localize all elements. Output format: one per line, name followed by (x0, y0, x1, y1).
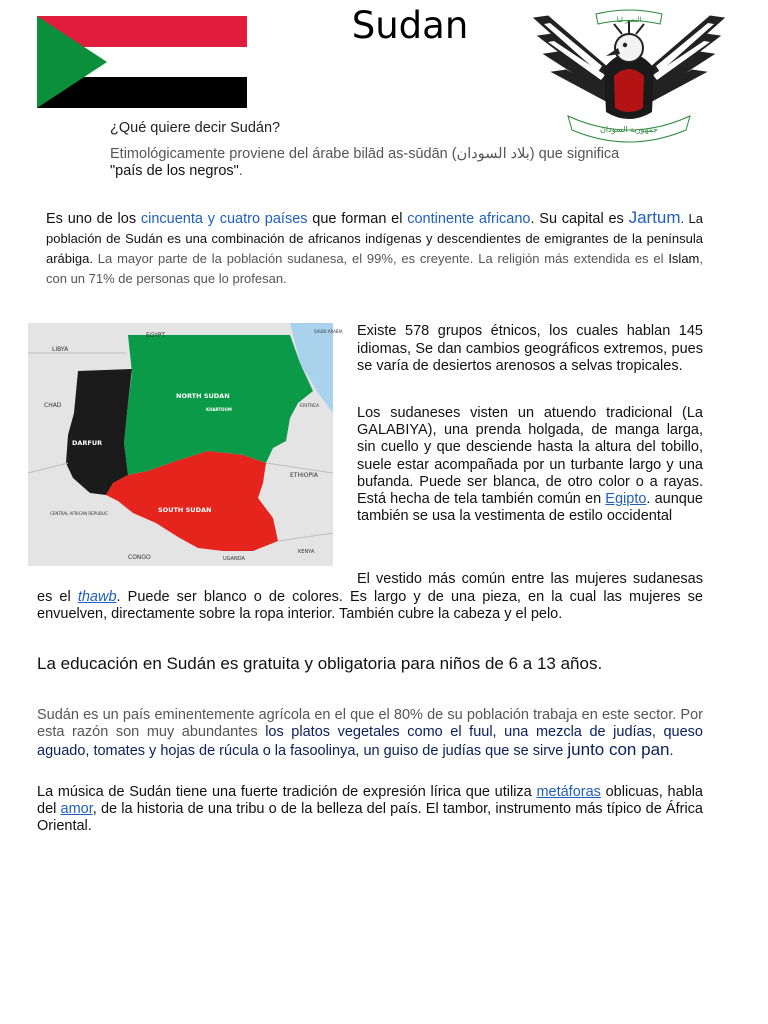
sudan-flag-image (37, 16, 247, 108)
map-label-north-sudan: NORTH SUDAN (176, 392, 230, 400)
paragraph-women-dress: El vestido más común entre las mujeres sudanesas es el thawb. Puede ser blanco o de colores. Es largo y de una pieza, en la cual las mujeres se envuelven, directamente sobre la ropa interior. También cubre la cabeza y el pelo. (37, 571, 703, 622)
map-label-south-sudan: SOUTH SUDAN (158, 506, 212, 514)
link-cincuenta-y-cuatro-paises[interactable]: cincuenta y cuatro países (140, 211, 308, 227)
map-label-saudi: SAUDI ARABIA (314, 329, 343, 334)
map-label-car: CENTRAL AFRICAN REPUBLIC (50, 511, 108, 516)
paragraph-music: La música de Sudán tiene una fuerte tradición de expresión lírica que utiliza metáforas oblicuas, habla del amor, de la historia de una tribu o de la belleza del país. El tambor, instrumento más típico de África Oriental. (37, 784, 704, 834)
paragraph-education: La educación en Sudán es gratuita y obligatoria para niños de 6 a 13 años. (37, 654, 603, 673)
link-metaforas[interactable]: metáforas (536, 784, 601, 800)
link-egipto[interactable]: Egipto (605, 491, 647, 508)
map-label-chad: CHAD (44, 402, 62, 409)
map-label-libya: LIBYA (52, 346, 69, 353)
map-label-ethiopia: ETHIOPIA (290, 472, 318, 479)
intro-question: ¿Qué quiere decir Sudán? (110, 120, 281, 136)
map-label-congo: CONGO (128, 554, 151, 561)
paragraph-clothing: Los sudaneses visten un atuendo tradicional (La GALABIYA), una prenda holgada, de manga larga, sin cuello y que desciende hasta la altura del tobillo, suele estar acompañada por un turbante largo y una bufanda. Puede ser blanca, de otro color o a rayas. Está hecha de tela también común en Egipto. aunque también se usa la vestimenta de estilo occidental (357, 405, 703, 525)
link-amor[interactable]: amor (60, 801, 93, 817)
etymology-quote: "país de los negros" (110, 163, 239, 179)
emblem-bottom-text: جمهورية السودان (600, 125, 658, 134)
map-label-khartoum: KHARTOUM (206, 407, 232, 412)
link-thawb[interactable]: thawb (77, 588, 117, 605)
capital-jartum: Jartum (628, 208, 681, 227)
map-label-eritrea: ERITREA (300, 404, 320, 409)
etymology-text: Etimológicamente proviene del árabe bilād as-sūdān (بلاد السودان) que significa "país de los negros". (110, 146, 620, 179)
link-continente-africano[interactable]: continente africano (407, 211, 531, 227)
map-label-darfur: DARFUR (72, 439, 103, 447)
map-label-egypt: EGYPT (146, 332, 166, 339)
map-label-kenya: KENYA (298, 549, 315, 555)
sudan-emblem-image (526, 8, 732, 138)
islam-text: Islam (668, 251, 700, 266)
map-label-uganda: UGANDA (223, 556, 245, 562)
paragraph-agriculture: Sudán es un país eminentemente agrícola en el que el 80% de su población trabaja en este sector. Por esta razón son muy abundantes los platos vegetales como el fuul, una mezcla de judías, queso aguado, tomates y hojas de rúcula o la fasoolinya, un guiso de judías que se sirve junto con pan. (37, 707, 703, 759)
page-title: Sudan (351, 4, 469, 47)
sudan-map-image (28, 323, 343, 566)
emblem-top-text: النصر لنا (616, 16, 642, 24)
paragraph-population: Es uno de los cincuenta y cuatro países que forman el continente africano. Su capital es Jartum. La población de Sudán es una combinación de africanos indígenas y descendientes de emigrantes de la península arábiga. La mayor parte de la población sudanesa, el 99%, es creyente. La religión más extendida es el Islam, con un 71% de personas que lo profesan. (46, 208, 703, 286)
paragraph-ethnic-groups: Existe 578 grupos étnicos, los cuales hablan 145 idiomas, Se dan cambios geográficos extremos, pues se varía de desiertos arenosos a selvas tropicales. (357, 323, 703, 374)
